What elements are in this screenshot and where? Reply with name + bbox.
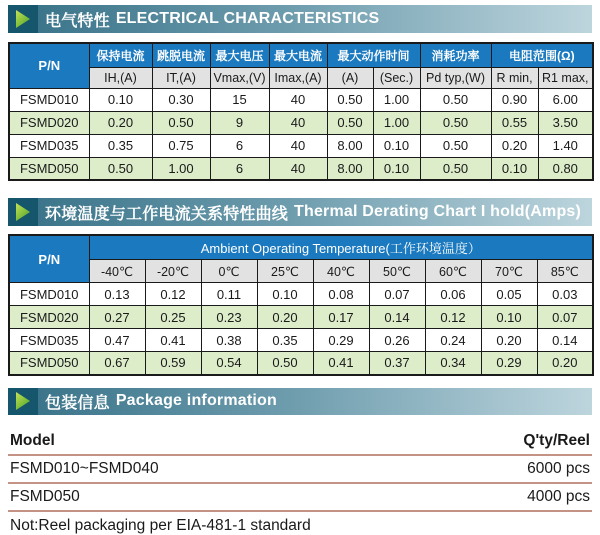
value-cell: 0.14 — [369, 306, 425, 329]
temperature-column-header: -20℃ — [145, 260, 201, 283]
value-cell: 0.35 — [257, 329, 313, 352]
value-cell: 0.27 — [89, 306, 145, 329]
value-cell: 40 — [269, 88, 327, 111]
value-cell: 40 — [269, 134, 327, 157]
temperature-column-header: 40℃ — [313, 260, 369, 283]
value-cell: 0.10 — [257, 283, 313, 306]
section-marker-box — [8, 198, 38, 226]
package-note: Not:Reel packaging per EIA-481-1 standard — [10, 516, 311, 534]
value-cell: 0.20 — [491, 134, 538, 157]
electrical-table-body — [9, 88, 593, 180]
section-title-zh: 环境温度与工作电流关系特性曲线 — [45, 205, 289, 223]
value-cell: 0.25 — [145, 306, 201, 329]
subcol-it: IT,(A) — [152, 67, 210, 88]
package-model: FSMD050 — [10, 487, 80, 505]
section-header-electrical — [8, 5, 592, 33]
col-max-voltage: 最大电压 — [210, 43, 269, 67]
temperature-column-header: 25℃ — [257, 260, 313, 283]
value-cell: 0.41 — [145, 329, 201, 352]
value-cell: 0.50 — [257, 352, 313, 375]
value-cell: 0.29 — [481, 352, 537, 375]
section-title-zh: 包装信息 — [45, 394, 110, 412]
part-number-cell: FSMD050 — [9, 352, 89, 375]
part-number-cell: FSMD010 — [9, 88, 89, 111]
value-cell: 0.05 — [481, 283, 537, 306]
value-cell: 0.26 — [369, 329, 425, 352]
value-cell: 0.38 — [201, 329, 257, 352]
value-cell: 0.08 — [313, 283, 369, 306]
temperature-column-header: 85℃ — [537, 260, 593, 283]
part-number-cell: FSMD020 — [9, 111, 89, 134]
value-cell: 0.10 — [373, 157, 420, 180]
value-cell: 6 — [210, 134, 269, 157]
value-cell: 0.50 — [420, 88, 491, 111]
value-cell: 0.47 — [89, 329, 145, 352]
value-cell: 6 — [210, 157, 269, 180]
package-col-model: Model — [10, 431, 55, 449]
pn-column-header: P/N — [9, 43, 89, 88]
value-cell: 0.29 — [313, 329, 369, 352]
derating-temps-row — [9, 260, 593, 283]
value-cell: 0.80 — [538, 157, 593, 180]
value-cell: 0.20 — [257, 306, 313, 329]
col-resistance-range: 电阻范围(Ω) — [491, 43, 593, 67]
value-cell: 0.10 — [89, 88, 152, 111]
value-cell: 0.59 — [145, 352, 201, 375]
value-cell: 1.00 — [152, 157, 210, 180]
value-cell: 0.10 — [481, 306, 537, 329]
section-title-en: Package information — [115, 392, 277, 409]
col-max-time-to-trip: 最大动作时间 — [327, 43, 420, 67]
electrical-subheader-row — [9, 67, 593, 88]
value-cell: 0.06 — [425, 283, 481, 306]
value-cell: 0.17 — [313, 306, 369, 329]
value-cell: 0.50 — [420, 157, 491, 180]
package-info-table — [8, 428, 592, 535]
value-cell: 40 — [269, 111, 327, 134]
package-col-qty: Q'ty/Reel — [523, 431, 590, 449]
package-row — [8, 484, 592, 512]
value-cell: 0.11 — [201, 283, 257, 306]
value-cell: 0.41 — [313, 352, 369, 375]
subcol-r1max: R1 max, — [538, 67, 593, 88]
thermal-derating-table — [8, 234, 594, 376]
subcol-imax: Imax,(A) — [269, 67, 327, 88]
subcol-sec: (Sec.) — [373, 67, 420, 88]
section-marker-box — [8, 388, 38, 415]
package-header-row — [8, 428, 592, 456]
subcol-pd: Pd typ,(W) — [420, 67, 491, 88]
value-cell: 0.10 — [373, 134, 420, 157]
value-cell: 0.20 — [89, 111, 152, 134]
value-cell: 1.00 — [373, 111, 420, 134]
table-row — [9, 306, 593, 329]
value-cell: 0.14 — [537, 329, 593, 352]
value-cell: 0.12 — [145, 283, 201, 306]
value-cell: 0.24 — [425, 329, 481, 352]
col-hold-current: 保持电流 — [89, 43, 152, 67]
value-cell: 9 — [210, 111, 269, 134]
part-number-cell: FSMD035 — [9, 134, 89, 157]
section-title-electrical — [38, 5, 592, 33]
value-cell: 6.00 — [538, 88, 593, 111]
derating-table-header — [9, 235, 593, 283]
table-row — [9, 134, 593, 157]
value-cell: 0.10 — [491, 157, 538, 180]
value-cell: 0.90 — [491, 88, 538, 111]
subcol-vmax: Vmax,(V) — [210, 67, 269, 88]
value-cell: 0.75 — [152, 134, 210, 157]
value-cell: 0.13 — [89, 283, 145, 306]
table-row — [9, 111, 593, 134]
value-cell: 0.20 — [481, 329, 537, 352]
value-cell: 0.20 — [537, 352, 593, 375]
temperature-column-header: -40℃ — [89, 260, 145, 283]
subcol-amps: (A) — [327, 67, 373, 88]
value-cell: 0.03 — [537, 283, 593, 306]
ambient-temperature-group-header: Ambient Operating Temperature(工作环境温度） — [89, 235, 593, 260]
package-qty: 6000 pcs — [527, 459, 590, 477]
section-title-package — [38, 388, 592, 415]
part-number-cell: FSMD035 — [9, 329, 89, 352]
section-title-en: Thermal Derating Chart I hold(Amps) — [294, 203, 582, 220]
section-title-zh: 电气特性 — [45, 12, 110, 30]
table-row — [9, 352, 593, 375]
value-cell: 0.35 — [89, 134, 152, 157]
value-cell: 0.37 — [369, 352, 425, 375]
value-cell: 40 — [269, 157, 327, 180]
value-cell: 8.00 — [327, 157, 373, 180]
table-row — [9, 329, 593, 352]
value-cell: 0.50 — [327, 88, 373, 111]
section-title-derating — [38, 198, 592, 226]
col-trip-current: 跳脱电流 — [152, 43, 210, 67]
electrical-table-header — [9, 43, 593, 88]
temperature-column-header: 0℃ — [201, 260, 257, 283]
temperature-column-header: 60℃ — [425, 260, 481, 283]
pn-column-header: P/N — [9, 235, 89, 283]
package-model: FSMD010~FSMD040 — [10, 459, 159, 477]
value-cell: 0.34 — [425, 352, 481, 375]
value-cell: 0.50 — [420, 111, 491, 134]
value-cell: 0.50 — [152, 111, 210, 134]
section-header-package — [8, 388, 592, 415]
part-number-cell: FSMD010 — [9, 283, 89, 306]
subcol-rmin: R min, — [491, 67, 538, 88]
temperature-column-header: 50℃ — [369, 260, 425, 283]
value-cell: 1.00 — [373, 88, 420, 111]
table-row — [9, 157, 593, 180]
triangle-right-icon — [16, 392, 30, 410]
value-cell: 0.50 — [420, 134, 491, 157]
value-cell: 0.50 — [89, 157, 152, 180]
triangle-right-icon — [16, 10, 30, 28]
col-max-current: 最大电流 — [269, 43, 327, 67]
value-cell: 0.30 — [152, 88, 210, 111]
part-number-cell: FSMD020 — [9, 306, 89, 329]
package-qty: 4000 pcs — [527, 487, 590, 505]
section-marker-box — [8, 5, 38, 33]
value-cell: 0.23 — [201, 306, 257, 329]
value-cell: 0.07 — [369, 283, 425, 306]
section-title-en: ELECTRICAL CHARACTERISTICS — [115, 10, 380, 27]
section-header-derating — [8, 198, 592, 226]
table-row — [9, 88, 593, 111]
value-cell: 1.40 — [538, 134, 593, 157]
electrical-characteristics-table — [8, 42, 594, 181]
table-row — [9, 283, 593, 306]
package-row — [8, 456, 592, 484]
temperature-column-header: 70℃ — [481, 260, 537, 283]
value-cell: 8.00 — [327, 134, 373, 157]
col-power-dissipation: 消耗功率 — [420, 43, 491, 67]
value-cell: 0.50 — [327, 111, 373, 134]
value-cell: 0.54 — [201, 352, 257, 375]
part-number-cell: FSMD050 — [9, 157, 89, 180]
value-cell: 3.50 — [538, 111, 593, 134]
value-cell: 0.07 — [537, 306, 593, 329]
value-cell: 0.55 — [491, 111, 538, 134]
derating-table-body — [9, 283, 593, 375]
value-cell: 0.67 — [89, 352, 145, 375]
value-cell: 0.12 — [425, 306, 481, 329]
triangle-right-icon — [16, 203, 30, 221]
subcol-ih: IH,(A) — [89, 67, 152, 88]
value-cell: 15 — [210, 88, 269, 111]
